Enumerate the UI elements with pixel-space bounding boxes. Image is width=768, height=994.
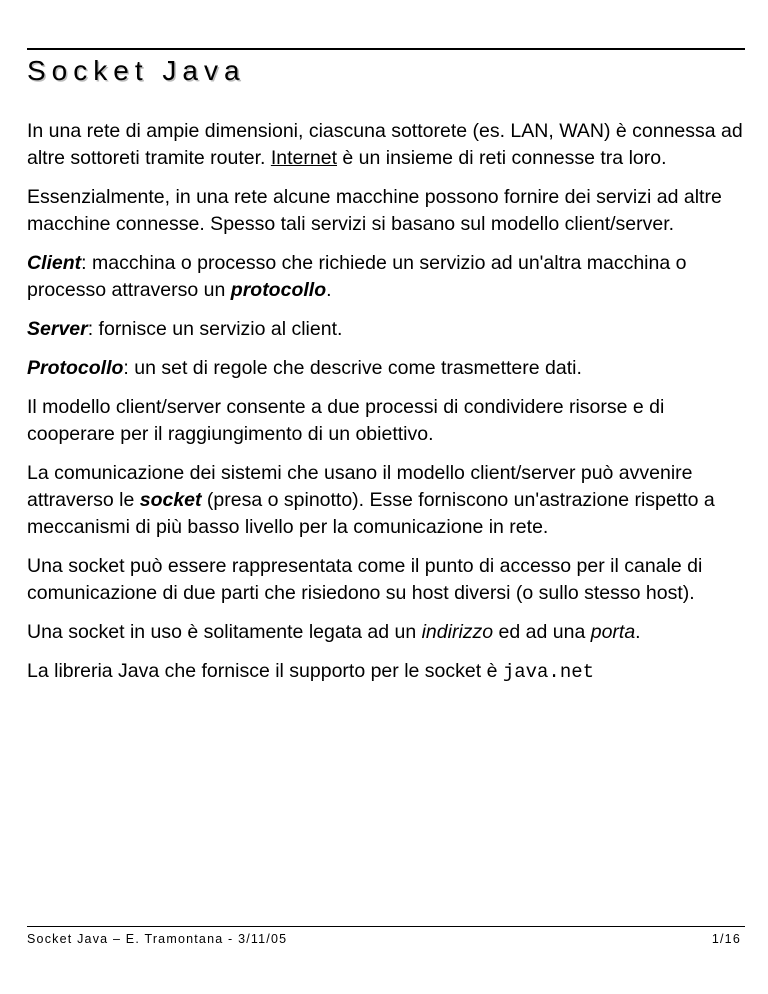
slide-content <box>27 118 752 698</box>
paragraph-client-server-model: Il modello client/server consente a due processi di condividere risorse e di cooperare per il raggiungimento di un obiettivo. <box>27 396 665 445</box>
footer-rule <box>27 926 745 927</box>
paragraph-server: Server: fornisce un servizio al client. <box>27 318 343 340</box>
page-title: Socket Java <box>27 55 246 86</box>
paragraph-networks: In una rete di ampie dimensioni, ciascuna sottorete (es. LAN, WAN) è connessa ad altre sottoreti tramite router. Internet è un insieme di reti connesse tra loro. <box>27 120 743 169</box>
paragraph-socket-definition: Una socket può essere rappresentata come il punto di accesso per il canale di comunicazione di due parti che risiedono su host diversi (o sullo stesso host). <box>27 555 703 604</box>
header-rule <box>27 48 745 50</box>
protocollo-term: Protocollo <box>27 357 124 379</box>
paragraph-protocol: Protocollo: un set di regole che descrive come trasmettere dati. <box>27 357 582 379</box>
paragraph-services: Essenzialmente, in una rete alcune macchine possono fornire dei servizi ad altre macchine connesse. Spesso tali servizi si basano sul modello client/server. <box>27 186 722 235</box>
footer-credit: Socket Java – E. Tramontana - 3/11/05 <box>27 932 288 946</box>
page-number: 1/16 <box>711 932 741 946</box>
socket-term: socket <box>139 489 202 511</box>
paragraph-client: Client: macchina o processo che richiede un servizio ad un'altra macchina o processo attraverso un protocollo. <box>27 252 687 301</box>
protocol-term: protocollo <box>230 279 327 301</box>
port-term: porta <box>590 621 636 643</box>
paragraph-java-library: La libreria Java che fornisce il supporto per le socket è java.net <box>27 660 595 683</box>
client-term: Client <box>27 252 82 274</box>
internet-term: Internet <box>270 147 337 169</box>
paragraph-socket-communication: La comunicazione dei sistemi che usano il modello client/server può avvenire attraverso le socket (presa o spinotto). Esse forniscono un'astrazione rispetto a meccanismi di più basso livello per la comunicazione in rete. <box>27 462 715 538</box>
server-term: Server <box>27 318 88 340</box>
address-term: indirizzo <box>421 621 494 643</box>
paragraph-socket-address: Una socket in uso è solitamente legata ad un indirizzo ed ad una porta. <box>27 621 641 643</box>
package-name: java.net <box>502 661 595 683</box>
